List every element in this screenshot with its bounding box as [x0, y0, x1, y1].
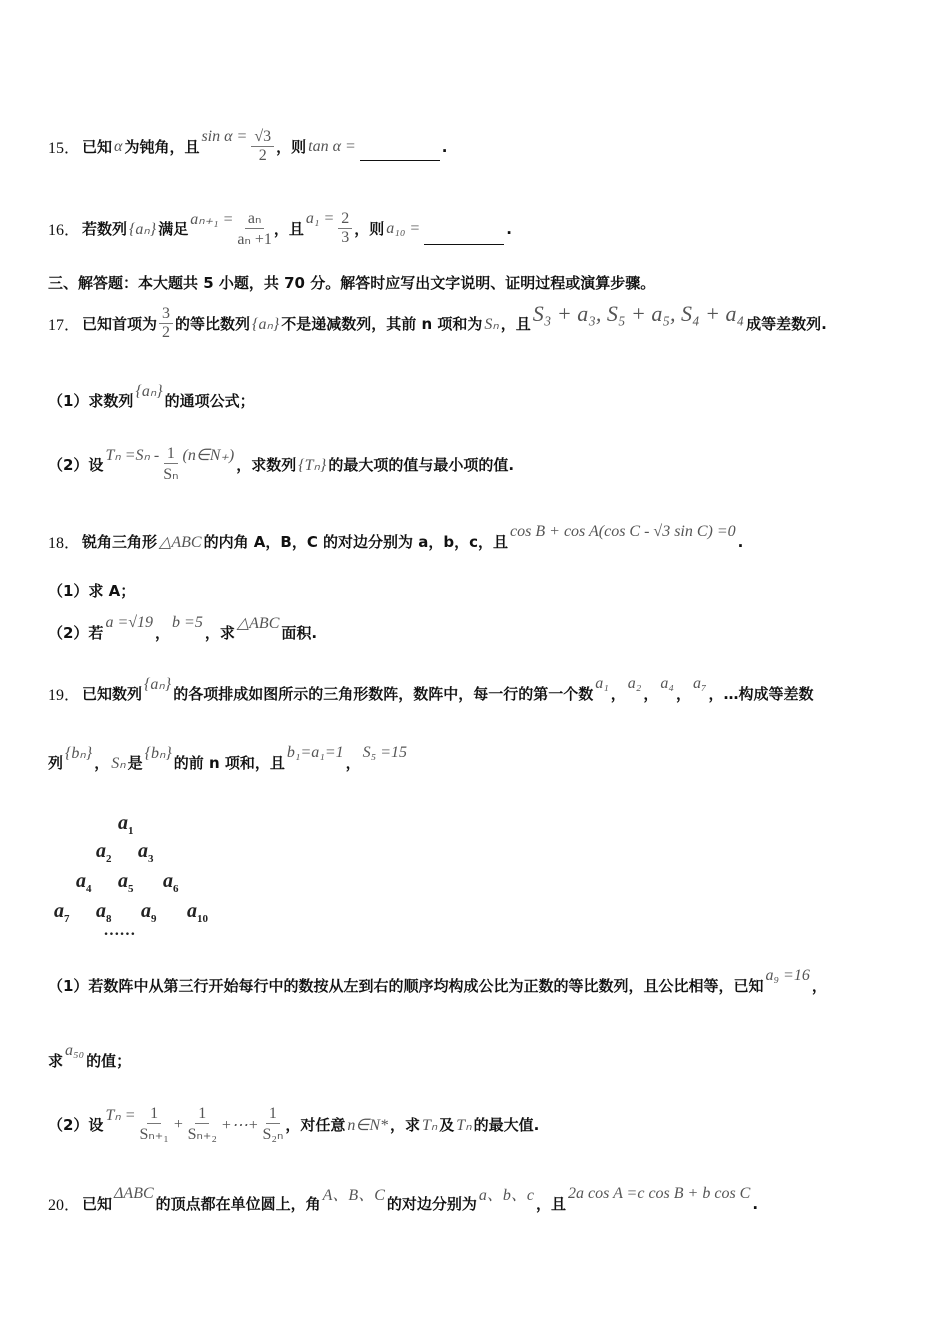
math-expression: {aₙ} [144, 675, 172, 693]
math-expression: a₉ =16 [765, 966, 810, 984]
math-expression: Tₙ =Sₙ - [105, 446, 160, 464]
term-letter: a [76, 870, 86, 892]
question-number: 18． [48, 535, 81, 552]
question-text: 为钝角，且 [124, 138, 200, 156]
term-index: 6 [173, 883, 179, 895]
denominator: 3 [341, 229, 350, 246]
question-text: 已知首项为 [82, 315, 158, 333]
question-text: 已知 [82, 138, 113, 156]
question-text: 面积. [281, 624, 318, 642]
numerator: 1 [164, 445, 178, 464]
math-expression: b =5 [172, 613, 203, 631]
term-letter: a [141, 900, 151, 922]
question-text: 已知 [82, 1195, 113, 1213]
term-letter: a [96, 900, 106, 922]
math-expression: Tₙ [422, 1116, 438, 1134]
math-expression: A、B、C [322, 1187, 385, 1204]
math-expression: {bₙ} [65, 744, 93, 762]
question-number: 20． [48, 1197, 81, 1214]
array-term [54, 900, 70, 925]
math-expression: a₅₀ [65, 1041, 85, 1059]
array-term [118, 812, 134, 837]
question-line-sec3 [48, 272, 655, 293]
question-text: 是 [127, 754, 143, 772]
question-text: . [441, 137, 448, 156]
term-index: 2 [106, 853, 112, 865]
math-expression: a₄ [660, 674, 674, 692]
numerator: 3 [159, 305, 173, 324]
ellipsis: …… [104, 922, 136, 939]
array-term [187, 900, 208, 925]
question-text: ，且 [536, 1195, 567, 1213]
term-letter: a [187, 900, 197, 922]
math-expression: {aₙ} [135, 382, 163, 400]
math-expression: cos B + cos A(cos C - √3 sin C) =0 [510, 522, 736, 540]
term-index: 1 [128, 825, 134, 837]
array-term [96, 840, 112, 865]
question-line-q19 [48, 674, 814, 705]
question-text: 的最大项的值与最小项的值. [328, 456, 515, 474]
fraction [163, 445, 178, 484]
question-text: （1）求数列 [48, 392, 134, 410]
fraction [188, 1105, 217, 1144]
question-line-q18 [48, 522, 744, 553]
question-text: . [752, 1194, 759, 1213]
fraction [237, 208, 272, 249]
term-letter: a [54, 900, 64, 922]
question-text: ，求 [389, 1116, 420, 1134]
denominator: 2 [258, 147, 267, 164]
math-expression: a₁₀ = [386, 219, 421, 237]
term-index: 9 [151, 913, 157, 925]
math-expression: aₙ₊₁ = [190, 210, 234, 228]
question-line-q17-2 [48, 445, 514, 484]
denominator: aₙ +1 [237, 231, 272, 248]
fraction [338, 210, 352, 247]
math-expression: △ABC [159, 533, 202, 551]
question-text: 列 [48, 754, 64, 772]
question-text: ， [675, 685, 691, 703]
term-index: 7 [64, 913, 70, 925]
math-expression: a₇ [692, 674, 707, 692]
math-expression: + [172, 1115, 184, 1133]
math-expression: a₂ [627, 674, 642, 692]
question-text: ， [610, 685, 626, 703]
math-expression: S₃ + a₃, S₅ + a₅, S₄ + a₄ [532, 300, 745, 326]
denominator: Sₙ₊₁ [139, 1126, 169, 1143]
question-text: ，则 [276, 138, 307, 156]
math-expression: Sₙ [111, 754, 126, 772]
question-text: （2）若 [48, 624, 104, 642]
question-text: 的最大值. [473, 1116, 540, 1134]
term-index: 5 [128, 883, 134, 895]
question-number: 16． [48, 222, 81, 239]
question-text: （1）若数阵中从第三行开始每行中的数按从左到右的顺序均构成公比为正数的等比数列，且公比相等，已知 [48, 977, 764, 995]
question-text: 锐角三角形 [82, 533, 158, 551]
question-line-q18-2 [48, 613, 318, 643]
array-term [163, 870, 179, 895]
math-expression: Sₙ [484, 315, 499, 333]
math-expression: a₁ [595, 674, 609, 692]
question-line-q19-1 [48, 966, 827, 996]
question-line-q19-2 [48, 1105, 539, 1144]
question-text: 及 [439, 1116, 455, 1134]
question-text: 的内角 A，B，C 的对边分别为 a，b，c，且 [203, 533, 509, 551]
question-line-q19b [48, 743, 409, 773]
question-text: 的对边分别为 [386, 1195, 477, 1213]
math-expression: {Tₙ} [298, 456, 327, 474]
math-expression: a、b、c [478, 1187, 535, 1204]
question-text: 不是递减数列，其前 n 项和为 [281, 315, 483, 333]
term-letter: a [138, 840, 148, 862]
question-text: 的通项公式； [164, 392, 255, 410]
answer-blank [360, 159, 440, 161]
denominator: Sₙ [163, 466, 179, 483]
question-text: 的等比数列 [175, 315, 251, 333]
math-expression: sin α = [201, 127, 248, 145]
denominator: S₂ₙ [262, 1126, 284, 1143]
question-text: （2）设 [48, 1116, 104, 1134]
math-expression: a₁ = [305, 209, 335, 227]
question-text: 满足 [158, 220, 189, 238]
term-index: 4 [86, 883, 92, 895]
question-line-q17 [48, 300, 827, 342]
numerator: 1 [147, 1105, 161, 1124]
question-text: ， [345, 754, 361, 772]
question-text: 的顶点都在单位圆上，角 [155, 1195, 321, 1213]
numerator: 1 [195, 1105, 209, 1124]
term-index: 8 [106, 913, 112, 925]
math-expression: a =√19 [105, 613, 154, 631]
math-expression: α [114, 137, 123, 155]
question-text: ，求数列 [236, 456, 297, 474]
math-expression: Tₙ = [105, 1106, 136, 1124]
question-text: ，…构成等差数 [708, 685, 814, 703]
array-term [118, 870, 134, 895]
term-letter: a [163, 870, 173, 892]
math-expression: tan α = [308, 137, 356, 155]
numerator: 1 [266, 1105, 280, 1124]
question-text: ， [94, 754, 110, 772]
question-text: 已知数列 [82, 685, 143, 703]
math-expression: Tₙ [456, 1116, 472, 1134]
question-text: ，且 [273, 220, 304, 238]
question-text: 成等差数列. [746, 315, 827, 333]
math-expression: n∈N* [347, 1116, 388, 1134]
term-letter: a [96, 840, 106, 862]
question-line-q16 [48, 208, 512, 249]
question-text: ， [811, 977, 827, 995]
term-letter: a [118, 870, 128, 892]
math-expression: b₁=a₁=1 [286, 743, 344, 761]
fraction [251, 128, 274, 165]
question-text: 求 [48, 1052, 64, 1070]
question-text: ，则 [354, 220, 385, 238]
question-text: （2）设 [48, 456, 104, 474]
question-text: ，且 [500, 315, 531, 333]
question-line-q18-1 [48, 580, 135, 601]
question-text: ， [643, 685, 659, 703]
array-term [76, 870, 92, 895]
question-text: 的前 n 项和，且 [173, 754, 285, 772]
question-line-q17-1 [48, 382, 255, 411]
numerator: aₙ [245, 208, 264, 229]
question-text: 的各项排成如图所示的三角形数阵，数阵中，每一行的第一个数 [173, 685, 594, 703]
question-text: ， [155, 624, 171, 642]
question-text: . [506, 219, 512, 238]
question-line-q20 [48, 1184, 759, 1215]
fraction [140, 1105, 169, 1144]
fraction [263, 1105, 284, 1144]
question-text: 若数列 [82, 220, 128, 238]
math-expression: (n∈N₊) [182, 446, 235, 464]
answer-blank [424, 243, 504, 245]
denominator: Sₙ₊₂ [187, 1126, 217, 1143]
math-expression: S₅ =15 [362, 743, 407, 761]
denominator: 2 [162, 324, 171, 341]
numerator: 2 [338, 210, 352, 229]
math-expression: {bₙ} [144, 744, 172, 762]
math-expression: +⋯+ [220, 1116, 259, 1134]
question-number: 15． [48, 140, 81, 157]
term-index: 3 [148, 853, 154, 865]
question-text: . [737, 532, 744, 551]
numerator: √3 [251, 128, 274, 147]
question-line-q15 [48, 128, 447, 165]
question-text: ，求 [204, 624, 235, 642]
question-line-q19-1b [48, 1041, 132, 1071]
array-term [141, 900, 157, 925]
array-term [138, 840, 154, 865]
question-number: 17． [48, 317, 81, 334]
math-expression: {aₙ} [129, 220, 157, 238]
question-number: 19． [48, 687, 81, 704]
math-expression: ΔABC [114, 1184, 154, 1202]
question-text: ，对任意 [285, 1116, 346, 1134]
fraction [159, 305, 173, 342]
question-text: 的值； [86, 1052, 132, 1070]
math-expression: {aₙ} [252, 315, 280, 333]
term-index: 10 [197, 913, 208, 925]
math-expression: 2a cos A =c cos B + b cos C [568, 1184, 751, 1202]
question-text: （1）求 A； [48, 582, 136, 600]
term-letter: a [118, 812, 128, 834]
math-expression: △ABC [236, 614, 280, 632]
question-text: 三、解答题：本大题共 5 小题，共 70 分。解答时应写出文字说明、证明过程或演算步骤。 [48, 274, 656, 292]
